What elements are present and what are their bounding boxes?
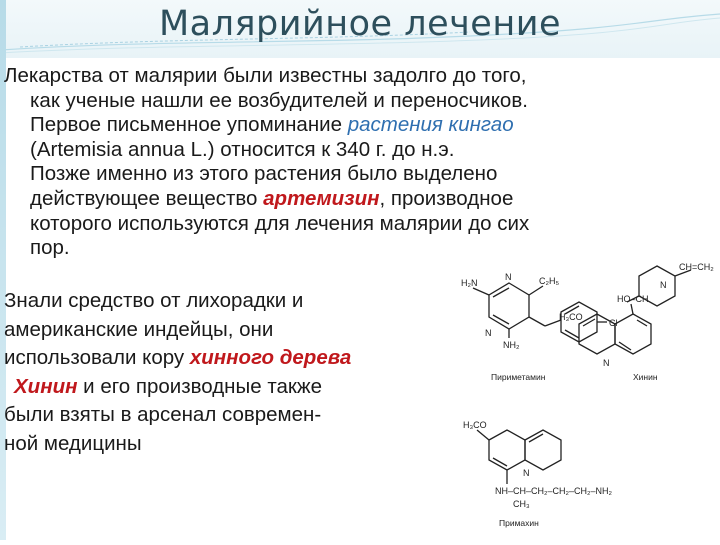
primaquine-quinoline-ring-b [489, 430, 525, 470]
text-line [4, 373, 464, 402]
cinchona-highlight: хинного дерева [189, 346, 352, 369]
text-line: которого используются для лечения малярии до сих [30, 211, 530, 235]
artemisinin-highlight: артемизин [263, 186, 380, 210]
structure-label: CH₃ [513, 499, 530, 509]
text-fragment: использовали кору [4, 346, 190, 369]
structure-caption: Примахин [499, 518, 539, 528]
structure-label: HO–CH [617, 294, 649, 304]
text-fragment: действующее вещество [30, 186, 264, 210]
text-fragment: , производное [379, 186, 514, 210]
structure-label: H₂N [461, 278, 478, 288]
structure-caption: Пириметамин [491, 372, 546, 382]
quinine-highlight: Хинин [14, 374, 78, 398]
chemical-structures [455, 262, 720, 540]
text-line [4, 187, 694, 212]
structure-label: N [505, 272, 512, 282]
structure-label: N [660, 280, 667, 290]
plant-name-highlight: растения кингао [347, 113, 514, 137]
primaquine-quinoline-ring-a [525, 430, 561, 470]
text-line: Лекарства от малярии были известны задолго до того, [4, 64, 527, 87]
text-line: как ученые нашли ее возбудителей и переносчиков. [30, 88, 528, 112]
structure-label: N [523, 468, 530, 478]
text-line: ной медицины [4, 431, 142, 455]
text-line [4, 113, 694, 138]
text-line [4, 344, 464, 373]
text-line: были взяты в арсенал современ- [4, 403, 322, 426]
structure-label: N [603, 358, 610, 368]
structure-label: NH–CH–CH₂–CH₂–CH₂–NH₂ [495, 486, 612, 496]
text-line: американские индейцы, они [4, 317, 274, 341]
structure-caption: Хинин [633, 372, 658, 382]
text-fragment: и его производные также [77, 374, 322, 398]
structure-label: H₃CO [559, 312, 583, 322]
text-line: пор. [30, 236, 70, 260]
text-line: (Artemisia annua L.) относится к 340 г. до н.э. [30, 137, 455, 161]
structure-label: NH₂ [503, 340, 520, 350]
slide-title: Малярийное лечение [158, 4, 561, 44]
structure-label: Cl [609, 318, 618, 328]
quinine-quinoline-ring-a [615, 314, 651, 354]
structure-label: C₂H₅ [539, 276, 560, 286]
text-fragment: Первое письменное упоминание [30, 113, 348, 137]
paragraph-artemisinin [4, 64, 694, 261]
paragraph-quinine [4, 287, 464, 458]
pyrimethamine-pyrimidine-ring [489, 283, 529, 329]
text-line: Знали средство от лихорадки и [4, 289, 304, 312]
text-line: Позже именно из этого растения было выделено [30, 162, 498, 186]
structure-label: N [485, 328, 492, 338]
structures-figure [455, 262, 720, 540]
structure-label: H₃CO [463, 420, 487, 430]
structure-label: CH=CH₂ [679, 262, 714, 272]
